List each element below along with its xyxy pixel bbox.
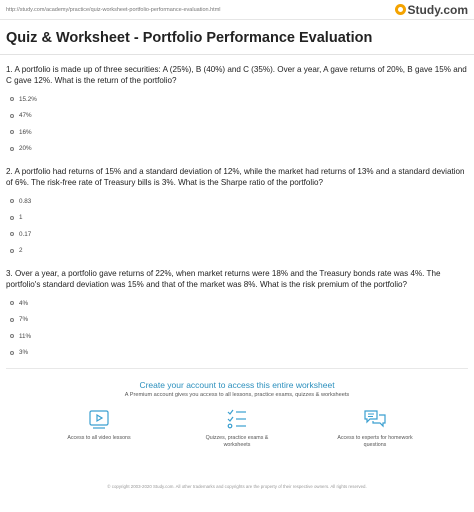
question-text: 2. A portfolio had returns of 15% and a standard deviation of 12%, while the market had returns of 13% and a standard deviation of 6%. The risk-free rate of Treasury bills is 3%. What is the Sharpe ratio of the portfolio?: [6, 167, 465, 187]
answer-option[interactable]: [10, 243, 468, 260]
video-lesson-icon: [87, 407, 111, 431]
feature-quizzes: [197, 407, 277, 449]
cta-divider: [6, 368, 468, 369]
premium-features: [0, 407, 474, 449]
radio-button[interactable]: [10, 232, 14, 236]
page-url[interactable]: http://study.com/academy/practice/quiz-worksheet-portfolio-performance-evaluation.html: [6, 6, 221, 13]
quiz-checklist-icon: [225, 407, 249, 431]
option-label: 0.17: [19, 230, 32, 238]
cta-title-link[interactable]: Create your account to access this entire worksheet: [139, 380, 335, 390]
radio-button[interactable]: [10, 301, 14, 305]
radio-button[interactable]: [10, 199, 14, 203]
radio-button[interactable]: [10, 130, 14, 134]
logo-text: Study.com: [407, 2, 468, 17]
radio-button[interactable]: [10, 216, 14, 220]
question-1: [6, 64, 468, 157]
answer-option[interactable]: [10, 193, 468, 210]
answer-option[interactable]: [10, 210, 468, 227]
radio-button[interactable]: [10, 249, 14, 253]
feature-video-lessons: [59, 407, 139, 449]
option-label: 3%: [19, 349, 29, 357]
radio-button[interactable]: [10, 114, 14, 118]
question-text: 3. Over a year, a portfolio gave returns of 22%, when market returns were 18% and the Treasury bonds rate was 4%. The portfolio's standard deviation was 15% and that of the market was 8%. What is the risk premium of the portfolio?: [6, 269, 441, 289]
feature-label: Quizzes, practice exams & worksheets: [205, 435, 269, 448]
question-3: [6, 268, 468, 361]
question-2: [6, 166, 468, 259]
answer-option[interactable]: [10, 108, 468, 125]
option-label: 1: [19, 214, 23, 222]
answer-option[interactable]: [10, 226, 468, 243]
radio-button[interactable]: [10, 97, 14, 101]
title-divider: [0, 54, 474, 55]
answer-option[interactable]: [10, 91, 468, 108]
answer-option[interactable]: [10, 328, 468, 345]
question-text: 1. A portfolio is made up of three securities: A (25%), B (40%) and C (35%). Over a year, A gave returns of 20%, B gave 15% and C gave 12%. What is the return of the portfolio?: [6, 65, 467, 85]
option-label: 47%: [19, 112, 32, 120]
option-label: 11%: [19, 332, 32, 340]
answer-option[interactable]: [10, 141, 468, 158]
top-bar: [0, 0, 474, 20]
answer-options: [6, 295, 468, 361]
radio-button[interactable]: [10, 318, 14, 322]
answer-option[interactable]: [10, 295, 468, 312]
radio-button[interactable]: [10, 334, 14, 338]
option-label: 16%: [19, 128, 32, 136]
study-logo-icon: [395, 4, 406, 15]
option-label: 2: [19, 247, 23, 255]
radio-button[interactable]: [10, 147, 14, 151]
chat-experts-icon: [363, 407, 387, 431]
feature-label: Access to all video lessons: [67, 435, 131, 441]
option-label: 15.2%: [19, 95, 37, 103]
answer-options: [6, 91, 468, 157]
radio-button[interactable]: [10, 351, 14, 355]
answer-option[interactable]: [10, 345, 468, 362]
study-logo[interactable]: [395, 3, 468, 17]
option-label: 4%: [19, 299, 29, 307]
option-label: 7%: [19, 316, 29, 324]
answer-option[interactable]: [10, 124, 468, 141]
feature-experts: [335, 407, 415, 449]
premium-cta: [0, 380, 474, 398]
answer-option[interactable]: [10, 312, 468, 329]
page-title: Quiz & Worksheet - Portfolio Performance Evaluation: [6, 30, 373, 46]
option-label: 0.83: [19, 197, 32, 205]
feature-label: Access to experts for homework questions: [337, 435, 413, 448]
answer-options: [6, 193, 468, 259]
option-label: 20%: [19, 145, 32, 153]
cta-subtitle: A Premium account gives you access to all lessons, practice exams, quizzes & worksheets: [124, 392, 350, 398]
copyright-footer: © copyright 2003-2020 Study.com. All other trademarks and copyrights are the property of their respective owners. All rights reserved.: [107, 484, 367, 489]
